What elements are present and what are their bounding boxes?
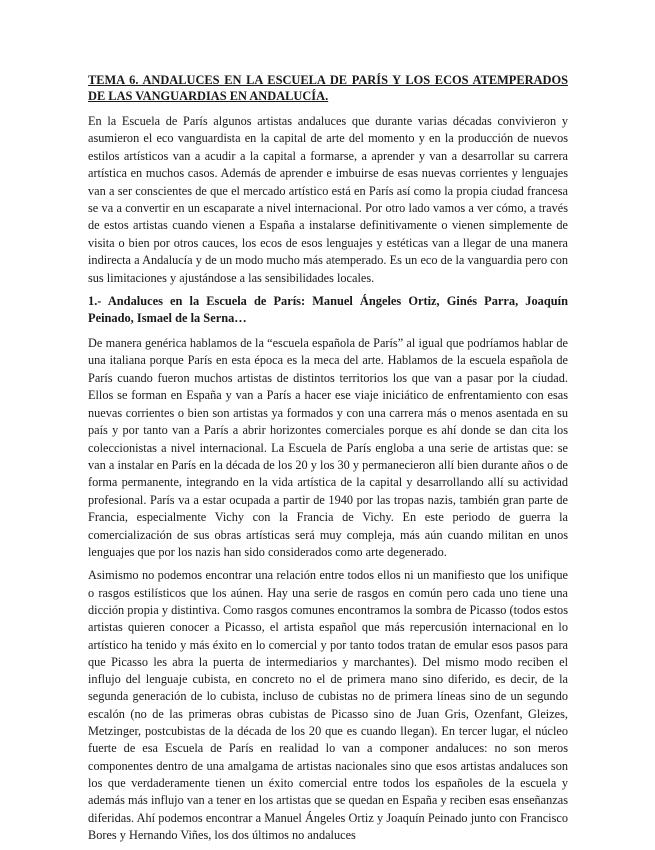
document-title: TEMA 6. ANDALUCES EN LA ESCUELA DE PARÍS Y LOS ECOS ATEMPERADOS DE LAS VANGUARDIAS EN ANDALUCÍA. [88,73,568,103]
section-heading: 1.- Andaluces en la Escuela de París: Manuel Ángeles Ortiz, Ginés Parra, Joaquín Peinado, Ismael de la Serna… [88,294,568,326]
intro-paragraph: En la Escuela de París algunos artistas andaluces que durante varias décadas convivieron y asumieron el eco vanguardista en la capital de arte del momento y en la producción de nuevos estilos artísticos van a acudir a la capital a formarse, a aprender y van a desarrollar su carrera artística en muchos casos. Además de aprender e imbuirse de esas nuevas corrientes y lenguajes van a ser conscientes de que el mercado artístico está en París así como la propia ciudad francesa se va a convertir en un escaparate a nivel internacional. Por otro lado vamos a ver cómo, a través de estos artistas cuando vienen a España a instalarse definitivamente o vienen simplemente de visita o bien por otros cauces, los ecos de esos lenguajes y estéticas van a llegar de una manera indirecta a Andalucía y de un modo mucho más atemperado. Es un eco de la vanguardia pero con sus limitaciones y ajustándose a las sensibilidades locales. [88,114,568,285]
document-page [88,72,568,850]
section-paragraph-2: Asimismo no podemos encontrar una relación entre todos ellos ni un manifiesto que los unifique o rasgos estilísticos que los aúnen. Hay una serie de rasgos en común pero cada uno tiene una dicción propia y distintiva. Como rasgos comunes encontramos la sombra de Picasso (todos estos artistas quieren conocer a Picasso, el artista español que más repercusión internacional en lo artístico ha tenido y más éxito en lo comercial y por tanto todos tratan de emular esos pasos para que Picasso les abra la puerta de intermediarios y marchantes). Del mismo modo reciben el influjo del lenguaje cubista, en concreto no el de primera mano sino diferido, es decir, de la segunda generación de lo cubista, incluso de cubistas no de primera líneas sino de un segundo escalón (no de las primeras obras cubistas de Picasso sino de Juan Gris, Ozenfant, Gleizes, Metzinger, postcubistas de la década de los 20 que es cuando llegan). En tercer lugar, el núcleo fuerte de esa Escuela de París en realidad lo van a componer andaluces: no son meros componentes dentro de una amalgama de artistas nacionales sino que esos artistas andaluces son los que verdaderamente tienen un éxito comercial entre todos los españoles de la escuela y además más influjo van a tener en los artistas que se quedan en España y reciben esas enseñanzas diferidas. Ahí podemos encontrar a Manuel Ángeles Ortiz y Joaquín Peinado junto con Francisco Bores y Hernando Viñes, los dos últimos no andaluces [88,568,568,842]
section-paragraph-1: De manera genérica hablamos de la “escuela española de París” al igual que podríamos hablar de una italiana porque París en esta época es la meca del arte. Hablamos de la escuela española de París cuando fueron muchos artistas de distintos territorios los que van a pasar por la ciudad. Ellos se forman en España y van a París a hacer ese viaje iniciático de enfrentamiento con esas nuevas corrientes o bien son artistas ya formados y con una carrera más o menos asentada en su país y por tanto van a París a abrir horizontes comerciales porque es ahí donde se dan cita los coleccionistas a nivel internacional. La Escuela de París engloba a una serie de artistas que: se van a instalar en París en la década de los 20 y los 30 y permanecieron allí bien durante años o de forma permanente, integrando en la vida artística de la capital y desarrollando allí su actividad profesional. París va a estar ocupada a partir de 1940 por las tropas nazis, también gran parte de Francia, especialmente Vichy con la Francia de Vichy. En este periodo de guerra la comercialización de sus obras artísticas será muy compleja, más aún cuando militan en unos lenguajes que por los nazis han sido considerados como arte degenerado. [88,336,568,559]
